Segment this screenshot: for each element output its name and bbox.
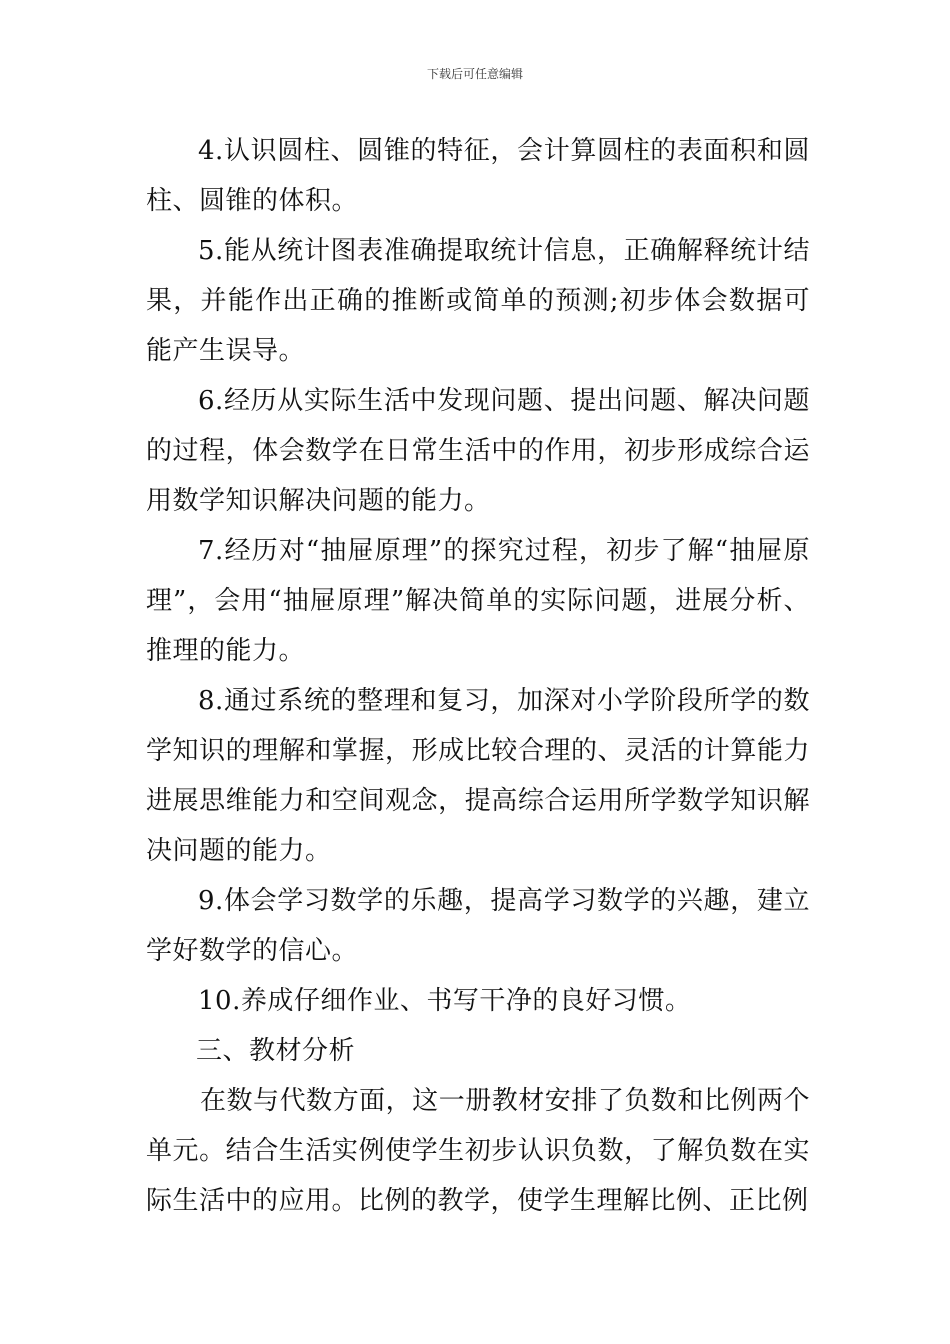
paragraph-item-10: 10.养成仔细作业、书写干净的良好习惯。: [198, 986, 692, 1016]
document-body: [146, 126, 810, 1226]
paragraph-number-algebra: 在数与代数方面，这一册教材安排了负数和比例两个单元。结合生活实例使学生初步认识负数，了解负数在实际生活中的应用。比例的教学，使学生理解比例、正比例: [146, 1086, 810, 1216]
page-header-note: 下载后可任意编辑: [426, 67, 523, 81]
paragraph-item-9: 9.体会学习数学的乐趣，提高学习数学的兴趣，建立学好数学的信心。: [146, 886, 810, 966]
paragraph-item-6: 6.经历从实际生活中发现问题、提出问题、解决问题的过程，体会数学在日常生活中的作用，初步形成综合运用数学知识解决问题的能力。: [146, 386, 810, 516]
paragraph-item-7: 7.经历对“抽屉原理”的探究过程，初步了解“抽屉原理”，会用“抽屉原理”解决简单的实际问题，进展分析、推理的能力。: [146, 536, 810, 666]
paragraph-item-8: 8.通过系统的整理和复习，加深对小学阶段所学的数学知识的理解和掌握，形成比较合理的、灵活的计算能力进展思维能力和空间观念，提高综合运用所学数学知识解决问题的能力。: [146, 686, 810, 866]
paragraph-item-4: 4.认识圆柱、圆锥的特征，会计算圆柱的表面积和圆柱、圆锥的体积。: [146, 136, 810, 216]
paragraph-item-5: 5.能从统计图表准确提取统计信息，正确解释统计结果，并能作出正确的推断或简单的预测;初步体会数据可能产生误导。: [146, 236, 810, 366]
section-heading-textbook-analysis: 三、教材分析: [196, 1036, 356, 1066]
